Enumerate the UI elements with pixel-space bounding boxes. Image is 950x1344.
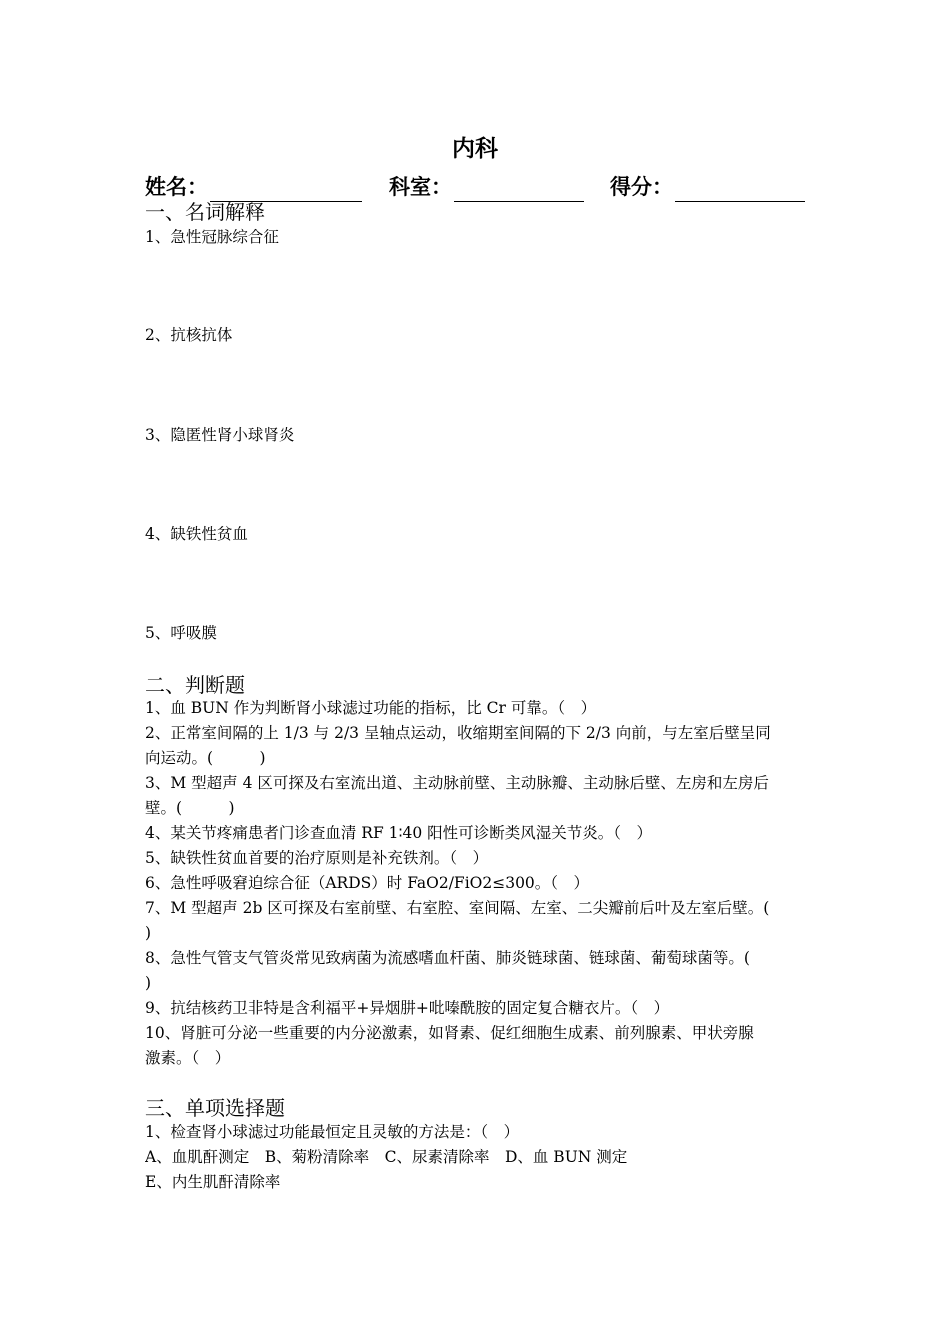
true-false-line: 3、M 型超声 4 区可探及右室流出道、主动脉前壁、主动脉瓣、主动脉后壁、左房和左房后 [145, 774, 769, 792]
section-heading-single-choice: 三、单项选择题 [145, 1096, 285, 1120]
term-item: 4、缺铁性贫血 [145, 525, 248, 543]
true-false-line: 4、某关节疼痛患者门诊查血清 RF 1∶40 阳性可诊断类风湿关节炎。（ ） [145, 824, 652, 842]
section-heading-terms: 一、名词解释 [145, 200, 265, 224]
score-blank[interactable] [675, 177, 805, 202]
page-title: 内科 [452, 136, 498, 162]
true-false-line: 壁。( ) [145, 799, 235, 817]
true-false-line: 向运动。( ) [145, 749, 266, 767]
choice-question-line: 1、检查肾小球滤过功能最恒定且灵敏的方法是：（ ） [145, 1123, 520, 1141]
true-false-line: 6、急性呼吸窘迫综合征（ARDS）时 FaO2/FiO2≤300。（ ） [145, 874, 590, 892]
true-false-line: ) [145, 974, 152, 992]
true-false-line: 5、缺铁性贫血首要的治疗原则是补充铁剂。（ ） [145, 849, 489, 867]
true-false-line: 激素。（ ） [145, 1049, 231, 1067]
term-item: 1、急性冠脉综合征 [145, 228, 279, 246]
true-false-line: 2、正常室间隔的上 1/3 与 2/3 呈轴点运动，收缩期室间隔的下 2/3 向前，与左室后壁呈同 [145, 724, 771, 742]
department-field [389, 172, 584, 202]
term-item: 2、抗核抗体 [145, 326, 233, 344]
choice-options-line: A、血肌酐测定 B、菊粉清除率 C、尿素清除率 D、血 BUN 测定 [145, 1148, 628, 1166]
score-label: 得分： [610, 175, 673, 199]
section-heading-true-false: 二、判断题 [145, 673, 245, 697]
term-item: 5、呼吸膜 [145, 624, 217, 642]
name-field [145, 172, 362, 202]
true-false-line: 1、血 BUN 作为判断肾小球滤过功能的指标，比 Cr 可靠。（ ） [145, 699, 597, 717]
true-false-line: ) [145, 924, 152, 942]
department-blank[interactable] [454, 177, 584, 202]
true-false-line: 10、肾脏可分泌一些重要的内分泌激素，如肾素、促红细胞生成素、前列腺素、甲状旁腺 [145, 1024, 754, 1042]
true-false-line: 7、M 型超声 2b 区可探及右室前壁、右室腔、室间隔、左室、二尖瓣前后叶及左室后壁。( [145, 899, 770, 917]
choice-options-line: E、内生肌酐清除率 [145, 1173, 281, 1191]
score-field [610, 172, 805, 202]
student-info-row [145, 172, 815, 202]
true-false-line: 9、抗结核药卫非特是含利福平+异烟肼+吡嗪酰胺的固定复合糖衣片。（ ） [145, 999, 670, 1017]
name-label: 姓名： [145, 175, 208, 199]
term-item: 3、隐匿性肾小球肾炎 [145, 426, 295, 444]
department-label: 科室： [389, 175, 452, 199]
true-false-line: 8、急性气管支气管炎常见致病菌为流感嗜血杆菌、肺炎链球菌、链球菌、葡萄球菌等。( [145, 949, 750, 967]
